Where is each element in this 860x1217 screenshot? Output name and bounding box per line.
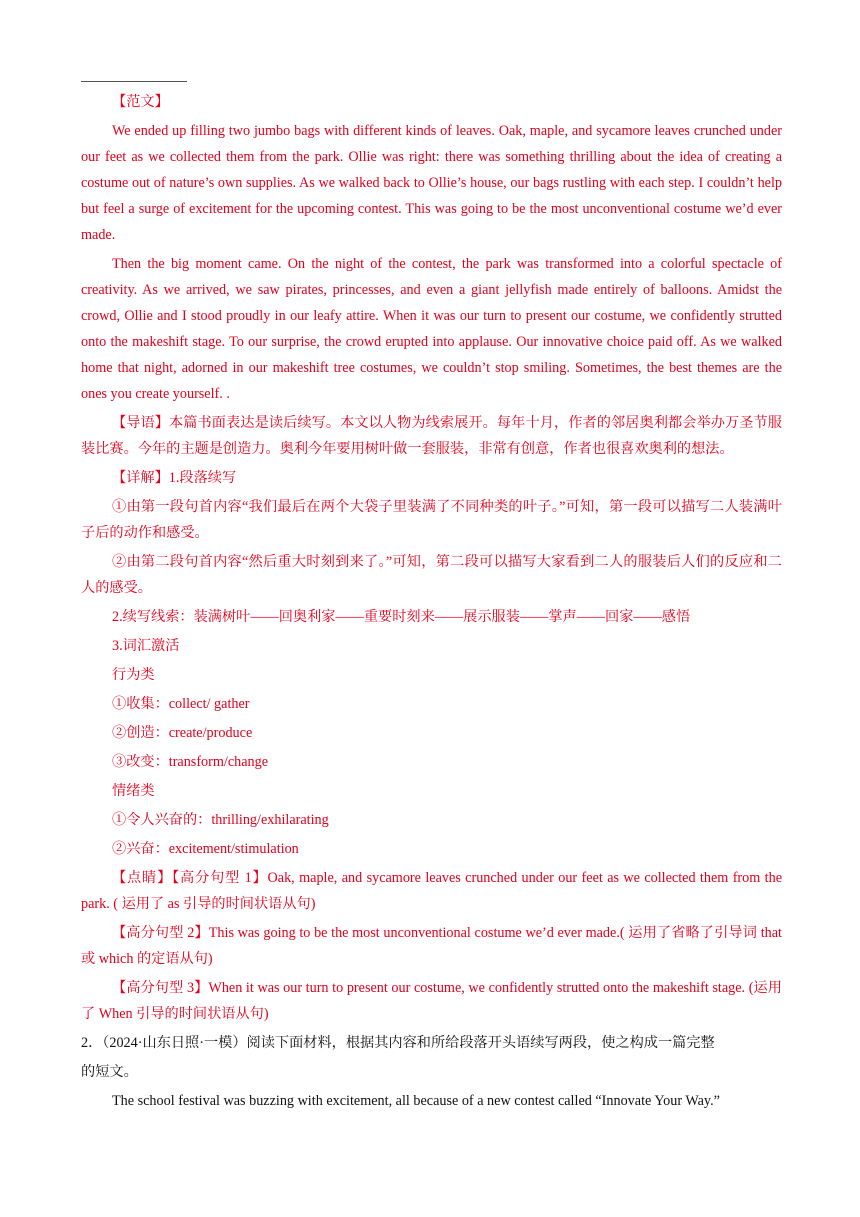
sample-paragraph-1: We ended up filling two jumbo bags with different kinds of leaves. Oak, maple, and sycamore leaves crunched under our feet as we collected them from the park. Ollie was right: there was something thrilling about the idea of creating a costume out of nature’s own supplies. As we walked back to Ollie’s house, our bags rustling with each step. I couldn’t help but feel a surge of excitement for the upcoming contest. This was going to be the most unconventional costume we’d ever made. (81, 123, 782, 243)
behavior-item-1: ①收集：collect/ gather (112, 696, 250, 712)
vocab-heading: 3.词汇激活 (112, 638, 180, 654)
sample-heading: 【范文】 (112, 94, 169, 110)
emotion-heading: 情绪类 (112, 783, 155, 799)
highlight-sentence-1: 【点睛】【高分句型 1】Oak, maple, and sycamore leaves crunched under our feet as we collected them from the park. ( 运用了 as 引导的时间状语从句) (81, 870, 782, 912)
emotion-item-2: ②兴奋：excitement/stimulation (112, 841, 299, 857)
sample-paragraph-2: Then the big moment came. On the night of the contest, the park was transformed into a colorful spectacle of creativity. As we arrived, we saw pirates, princesses, and even a giant jellyfish made entirely of balloons. Amidst the crowd, Ollie and I stood proudly in our leafy attire. When it was our turn to present our costume, we confidently strutted onto the makeshift stage. To our surprise, the crowd erupted into applause. Our innovative choice paid off. As we walked home that night, adorned in our makeshift tree costumes, we couldn’t stop smiling. Sometimes, the best themes are the ones you create yourself. . (81, 256, 782, 402)
behavior-item-3: ③改变：transform/change (112, 754, 269, 770)
question-2-line-1: 2．（2024·山东日照·一模）阅读下面材料，根据其内容和所给段落开头语续写两段，使之构成一篇完整 (81, 1035, 715, 1051)
detail-point-1: ①由第一段句首内容“我们最后在两个大袋子里装满了不同种类的叶子。”可知，第一段可以描写二人装满叶子后的动作和感受。 (81, 499, 782, 541)
behavior-heading: 行为类 (112, 667, 155, 683)
question-2-text: The school festival was buzzing with excitement, all because of a new contest called “Innovate Your Way.” (112, 1093, 720, 1109)
detail-point-2: ②由第二段句首内容“然后重大时刻到来了。”可知，第二段可以描写大家看到二人的服装后人们的反应和二人的感受。 (81, 554, 782, 596)
footnote-divider (81, 81, 187, 82)
clue-line: 2.续写线索：装满树叶——回奥利家——重要时刻来——展示服装——掌声——回家——感悟 (112, 609, 691, 625)
document-body (81, 89, 782, 1117)
emotion-item-1: ①令人兴奋的：thrilling/exhilarating (112, 812, 329, 828)
intro-paragraph: 【导语】本篇书面表达是读后续写。本文以人物为线索展开。每年十月，作者的邻居奥利都会举办万圣节服装比赛。今年的主题是创造力。奥利今年要用树叶做一套服装，非常有创意，作者也很喜欢奥利的想法。 (81, 415, 782, 457)
highlight-sentence-2: 【高分句型 2】This was going to be the most unconventional costume we’d ever made.( 运用了省略了引导词 that 或 which 的定语从句) (81, 925, 782, 967)
highlight-sentence-3: 【高分句型 3】When it was our turn to present our costume, we confidently strutted onto the makeshift stage. (运用了 When 引导的时间状语从句) (81, 980, 782, 1022)
behavior-item-2: ②创造：create/produce (112, 725, 253, 741)
question-2-line-2: 的短文。 (81, 1064, 138, 1080)
detail-heading: 【详解】1.段落续写 (112, 470, 237, 486)
